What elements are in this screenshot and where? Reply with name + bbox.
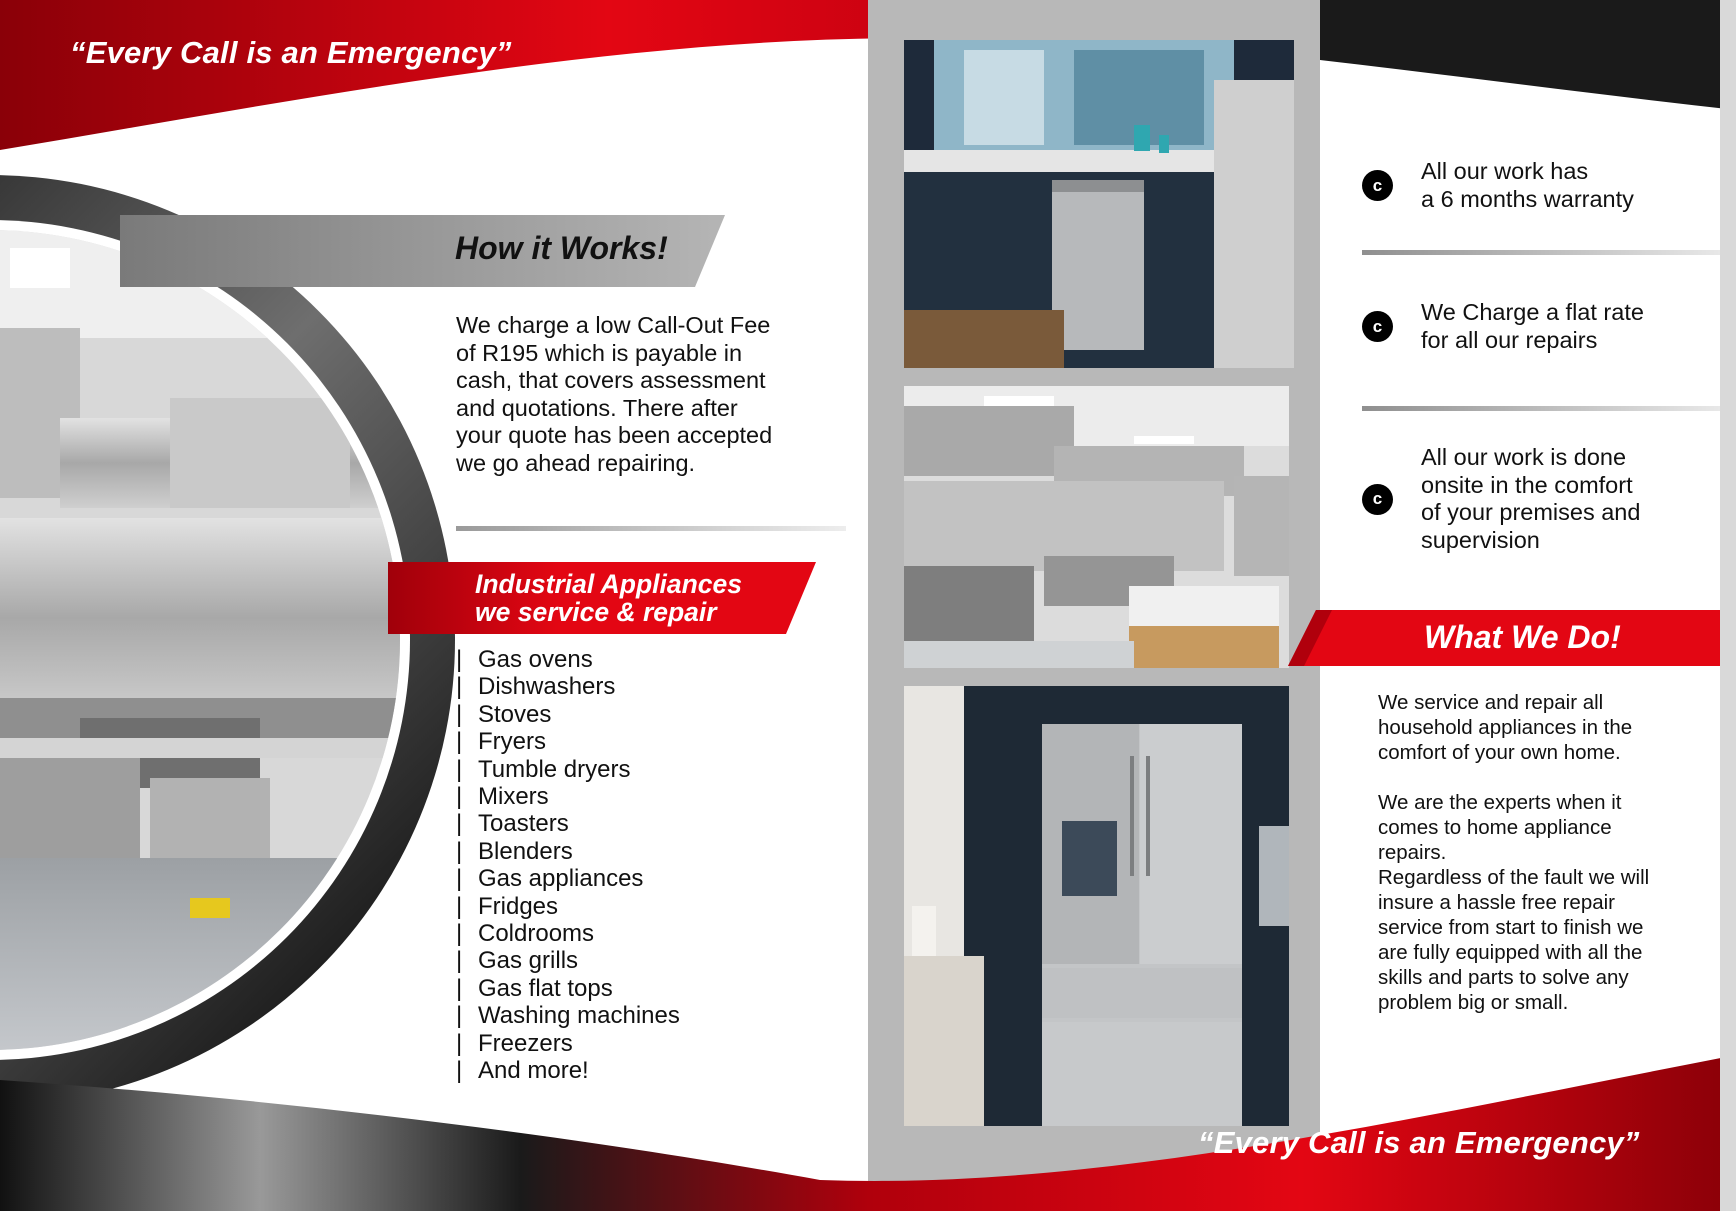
list-bullet: |	[456, 700, 463, 728]
feature-line: of your premises and	[1421, 499, 1641, 525]
what-we-do-line: problem big or small.	[1378, 991, 1569, 1014]
what-we-do-line: skills and parts to solve any	[1378, 966, 1629, 989]
list-item-label: Mixers	[478, 783, 549, 811]
feature-line: All our work has	[1421, 158, 1589, 184]
tagline-top: “Every Call is an Emergency”	[70, 35, 512, 70]
feature-divider	[1362, 406, 1720, 411]
list-item-label: Gas flat tops	[478, 974, 613, 1002]
list-bullet: |	[456, 1057, 463, 1085]
what-we-do-line: are fully equipped with all the	[1378, 941, 1643, 964]
list-item	[456, 1002, 680, 1029]
list-bullet: |	[456, 974, 463, 1002]
industrial-title	[475, 570, 742, 626]
stainless-fridge-photo	[904, 686, 1289, 1126]
list-item	[456, 975, 680, 1002]
list-bullet: |	[456, 892, 463, 920]
how-it-works-line: of R195 which is payable in	[456, 339, 743, 366]
list-item-label: Washing machines	[478, 1002, 680, 1030]
list-item	[456, 865, 680, 892]
list-item-label: Fryers	[478, 728, 546, 756]
tagline-bottom: “Every Call is an Emergency”	[1198, 1125, 1640, 1160]
dishwasher-kitchen-photo	[904, 40, 1294, 368]
feature-text	[1421, 299, 1644, 354]
what-we-do-line: comes to home appliance	[1378, 816, 1612, 839]
industrial-title-line1: Industrial Appliances	[475, 569, 743, 599]
what-we-do-line: We are the experts when it	[1378, 791, 1622, 814]
list-item	[456, 728, 680, 755]
commercial-kitchen-photo	[0, 218, 410, 1068]
list-item	[456, 756, 680, 783]
feature-warranty	[1362, 158, 1634, 213]
how-it-works-line: cash, that covers assessment	[456, 367, 766, 393]
list-bullet: |	[456, 920, 463, 948]
list-item	[456, 920, 680, 947]
how-it-works-title: How it Works!	[455, 230, 668, 266]
what-we-do-line: We service and repair all	[1378, 691, 1604, 714]
what-we-do-title: What We Do!	[1424, 619, 1621, 655]
list-item-label: Gas ovens	[478, 646, 593, 673]
what-we-do-line: insure a hassle free repair	[1378, 891, 1616, 914]
list-bullet: |	[456, 646, 463, 673]
what-we-do-line: household appliances in the	[1378, 716, 1633, 739]
list-item	[456, 646, 680, 673]
list-item	[456, 947, 680, 974]
list-item-label: Fridges	[478, 892, 559, 920]
list-bullet: |	[456, 783, 463, 811]
list-bullet: |	[456, 1029, 463, 1057]
list-item	[456, 673, 680, 700]
check-badge-icon: c	[1362, 311, 1393, 342]
how-it-works-line: your quote has been accepted	[456, 422, 773, 448]
what-we-do-line: repairs.	[1378, 841, 1447, 864]
feature-divider	[1362, 250, 1720, 255]
list-bullet: |	[456, 1002, 463, 1030]
list-bullet: |	[456, 728, 463, 756]
list-item	[456, 810, 680, 837]
how-it-works-text	[456, 312, 836, 477]
feature-text	[1421, 444, 1640, 554]
appliance-list	[456, 646, 680, 1085]
list-bullet: |	[456, 810, 463, 838]
check-badge-icon: c	[1362, 170, 1393, 201]
feature-line: onsite in the comfort	[1421, 471, 1633, 498]
feature-line: All our work is done	[1421, 444, 1627, 470]
feature-flat-rate	[1362, 299, 1644, 354]
list-bullet: |	[456, 673, 463, 701]
what-we-do-line: Regardless of the fault we will	[1378, 866, 1650, 889]
list-item	[456, 1030, 680, 1057]
feature-text	[1421, 158, 1634, 213]
list-item-label: Toasters	[478, 810, 569, 838]
list-item-label: And more!	[478, 1057, 589, 1085]
how-it-works-line: we go ahead repairing.	[456, 449, 696, 476]
how-it-works-line: and quotations. There after	[456, 394, 738, 421]
check-badge-icon: c	[1362, 484, 1393, 515]
list-item	[456, 701, 680, 728]
list-item	[456, 893, 680, 920]
list-item	[456, 783, 680, 810]
feature-onsite	[1362, 444, 1640, 554]
list-item-label: Stoves	[478, 700, 552, 728]
list-item-label: Blenders	[478, 837, 573, 865]
feature-line: for all our repairs	[1421, 326, 1598, 353]
list-bullet: |	[456, 755, 463, 783]
list-item	[456, 1057, 680, 1084]
industrial-title-line2: we service & repair	[475, 597, 717, 627]
list-item-label: Freezers	[478, 1029, 573, 1057]
industrial-kitchen-photo	[904, 386, 1289, 668]
what-we-do-line: comfort of your own home.	[1378, 741, 1621, 764]
feature-line: a 6 months warranty	[1421, 185, 1634, 212]
what-we-do-text	[1378, 690, 1713, 1015]
what-we-do-line: service from start to finish we	[1378, 916, 1644, 939]
list-item	[456, 838, 680, 865]
list-item-label: Dishwashers	[478, 673, 616, 701]
section-divider	[456, 526, 846, 531]
list-item-label: Tumble dryers	[478, 755, 631, 783]
list-bullet: |	[456, 837, 463, 865]
list-item-label: Coldrooms	[478, 920, 595, 948]
feature-line: We Charge a flat rate	[1421, 299, 1644, 325]
list-bullet: |	[456, 865, 463, 893]
list-item-label: Gas appliances	[478, 865, 644, 893]
list-bullet: |	[456, 947, 463, 975]
feature-line: supervision	[1421, 526, 1540, 553]
how-it-works-line: We charge a low Call-Out Fee	[456, 312, 771, 338]
list-item-label: Gas grills	[478, 947, 579, 975]
